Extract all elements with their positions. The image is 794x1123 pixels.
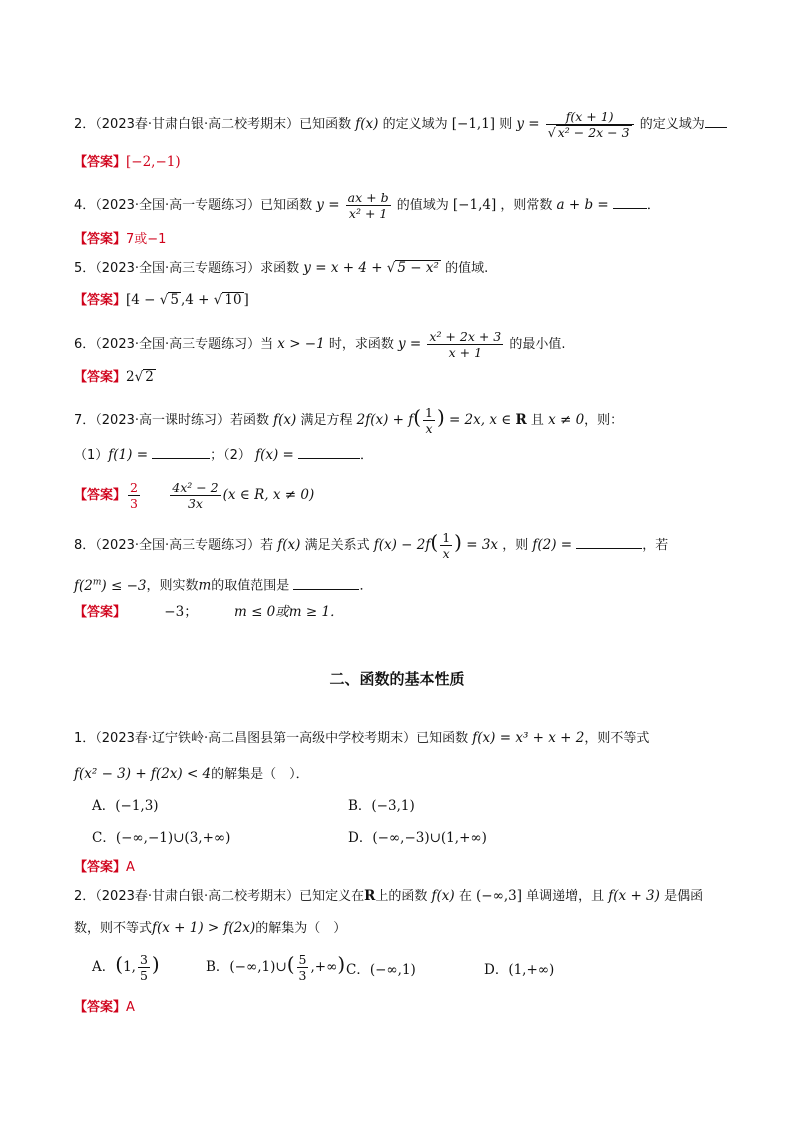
answer-2-line xyxy=(74,152,181,173)
answer-tag: 【答案】 xyxy=(74,155,127,170)
answer-tag: 【答案】 xyxy=(74,860,127,875)
problem-2-line xyxy=(74,109,727,140)
answer-blank xyxy=(298,444,360,459)
problem-source: （2023春·甘肃白银·高二校考期末） xyxy=(95,889,300,904)
problem-text: ． xyxy=(359,578,373,594)
problem-text: 当 xyxy=(260,337,274,352)
answer-value: −3； xyxy=(164,604,198,620)
math-interval: (−∞,3] xyxy=(476,888,522,904)
math-fraction: $\frac{1}{x}$ xyxy=(425,405,433,436)
option-b[interactable]: B．(−∞,1)∪( $\frac{5}{3}$ ,+∞) xyxy=(206,952,346,983)
problem-source: （2023·全国·高三专题练习） xyxy=(95,261,261,276)
math-fraction: $\frac{1}{x}$ xyxy=(442,530,451,561)
problem-text: ，则常数 xyxy=(500,198,553,213)
math-expr: f(x) = xyxy=(255,447,294,463)
option-c[interactable]: C．(−∞,−1)∪(3,+∞) xyxy=(92,830,231,846)
math-y: y = xyxy=(316,197,340,213)
math-interval: [−1,1] xyxy=(451,116,496,132)
math-fraction: $\frac{ax + b}{\text{x² + 1}}$ xyxy=(347,190,389,221)
problem-text: 的最小值. xyxy=(509,337,566,352)
problem-source: （2023春·辽宁铁岭·高二昌图县第一高级中学校考期末） xyxy=(95,731,417,746)
answer-blank xyxy=(576,534,642,549)
answer-fraction xyxy=(128,480,140,511)
math-R: R xyxy=(364,888,376,904)
s2-answer-2-line xyxy=(74,998,135,1018)
math-inequality: f(x² − 3) + f(2x) < 4 xyxy=(74,766,212,782)
answer-part: ] xyxy=(243,292,249,308)
option-label: B．(−∞,1)∪ xyxy=(206,959,287,975)
answer-tag: 【答案】 xyxy=(74,605,127,620)
option-a[interactable]: A．(−1,3) xyxy=(92,798,159,814)
math-fx3: f(x + 3) xyxy=(608,888,660,904)
answer-blank xyxy=(152,444,210,459)
option-c[interactable]: C．(−∞,1) xyxy=(346,962,416,978)
option-b[interactable]: B．(−3,1) xyxy=(348,798,415,814)
answer-part: ,4 + xyxy=(180,292,214,308)
math-fx: f(x) = x³ + x + 2 xyxy=(472,730,585,746)
problem-text: 上的函数 xyxy=(375,889,428,904)
answer-value: 7或−1 xyxy=(126,232,167,247)
answer-value: m ≤ 0或m ≥ 1． xyxy=(233,604,344,620)
problem-source: （2023·高一课时练习） xyxy=(95,413,230,428)
math-y: y = xyxy=(398,336,422,352)
problem-text: 单调递增，且 xyxy=(526,889,605,904)
s2-answer-1-line xyxy=(74,858,135,878)
option-label: A． xyxy=(92,959,116,975)
math-equation-rhs: = 2x, x ∈ R xyxy=(448,412,527,428)
problem-text: ，则 xyxy=(502,538,529,553)
problem-text: 时，求函数 xyxy=(328,337,394,352)
problem-text: 满足关系式 xyxy=(304,538,370,553)
problem-text: 且 xyxy=(530,413,544,428)
problem-text: 满足方程 xyxy=(300,413,353,428)
math-fx: f(x) xyxy=(277,537,301,553)
problem-text: ． xyxy=(646,198,660,213)
option-a[interactable]: A．(1, $\frac{3}{5}$ ) xyxy=(92,952,160,983)
answer-value: [−2,−1) xyxy=(126,154,181,170)
answer-tag: 【答案】 xyxy=(74,370,127,385)
math-condition: x ≠ 0 xyxy=(548,412,585,428)
problem-text: 若 xyxy=(260,538,274,553)
problem-text: 的定义域为 xyxy=(382,117,448,132)
problem-7-line: 7．（2023·高一课时练习）若函数 f(x) 满足方程 2f(x) + f( $\frac{1}{x}$ ) = 2x, x ∈ R 且 x ≠ 0，则： xyxy=(74,405,624,436)
answer-denominator: 3 xyxy=(130,496,138,511)
problem-5-line xyxy=(74,258,488,279)
sub-question-label: ；（2） xyxy=(210,448,251,463)
math-var: m xyxy=(198,577,212,594)
problem-8-line-2 xyxy=(74,572,372,597)
problem-text: ，若 xyxy=(642,538,669,553)
problem-text: 是偶函 xyxy=(664,889,704,904)
s2-question-2-line xyxy=(74,886,703,907)
problem-text: 的定义域为 xyxy=(639,117,705,132)
problem-text: 数，则不等式 xyxy=(74,921,153,936)
answer-blank xyxy=(293,575,359,590)
answer-5-line xyxy=(74,290,249,311)
answer-value: 2√ 2 xyxy=(126,369,154,385)
problem-number: 2． xyxy=(74,889,96,904)
problem-number: 4． xyxy=(74,198,96,213)
answer-tag: 【答案】 xyxy=(74,488,127,503)
math-equation-rhs: = 3x xyxy=(461,537,499,553)
math-condition: x > −1 xyxy=(277,336,325,352)
answer-value: [4 − √ 5 ,4 + √ 10 ] xyxy=(126,292,249,308)
math-expr: y = x + 4 + √ 5 − x² xyxy=(303,260,439,276)
problem-number: 8． xyxy=(74,538,96,553)
math-interval: [−1,4] xyxy=(452,197,497,213)
problem-text: ，则实数 xyxy=(146,578,199,594)
answer-value: A xyxy=(126,860,135,875)
math-fx: f(x) xyxy=(355,116,379,132)
answer-6-line xyxy=(74,367,156,388)
problem-text: ，则不等式 xyxy=(584,731,650,746)
problem-text: 求函数 xyxy=(260,261,300,276)
s2-question-1-line-2 xyxy=(74,764,309,785)
problem-number: 1． xyxy=(74,731,96,746)
problem-source: （2023·全国·高一专题练习） xyxy=(95,198,261,213)
answer-tag: 【答案】 xyxy=(74,1000,127,1015)
option-d[interactable]: D．(1,+∞) xyxy=(484,962,555,978)
problem-6-line xyxy=(74,329,566,360)
problem-number: 6． xyxy=(74,337,96,352)
answer-blank xyxy=(705,113,727,128)
problem-text: ，则： xyxy=(584,413,624,428)
problem-text: 的取值范围是 xyxy=(211,578,290,594)
problem-text: 的值域为 xyxy=(396,198,449,213)
answer-4-line xyxy=(74,230,166,250)
math-fraction: $\frac{f(x + 1)}{\text{√ x² − 2x − 3}}$ xyxy=(546,109,634,140)
problem-source: （2023春·甘肃白银·高二校考期末） xyxy=(95,117,300,132)
math-inequality: $f(2^m) \le -3$ xyxy=(74,577,147,594)
problem-source: （2023·全国·高三专题练习） xyxy=(95,538,261,553)
section-title: 二、函数的基本性质 xyxy=(329,670,465,688)
answer-value: A xyxy=(126,1000,135,1015)
answer-part: 5 xyxy=(170,292,179,308)
math-y: y = xyxy=(516,116,540,132)
problem-number: 7． xyxy=(74,413,96,428)
option-d[interactable]: D．(−∞,−3)∪(1,+∞) xyxy=(348,830,487,846)
problem-4-line xyxy=(74,190,660,221)
s2-question-1-line xyxy=(74,728,649,749)
problem-text: 若函数 xyxy=(230,413,270,428)
problem-text: 已知函数 xyxy=(260,198,313,213)
answer-numerator: 2 xyxy=(130,480,138,495)
math-expr: f(1) = xyxy=(108,447,149,463)
answer-condition: (x ∈ R, x ≠ 0) xyxy=(222,487,315,503)
math-equation: 2f(x) + f xyxy=(356,412,414,428)
math-ab: a + b = xyxy=(556,197,609,213)
math-fraction: $\frac{\text{x² + 2x + 3}}{x + 1}$ xyxy=(429,329,502,360)
problem-text: 已知定义在 xyxy=(299,889,365,904)
math-equation: f(x) − 2f xyxy=(373,537,431,553)
answer-fraction xyxy=(170,480,220,511)
answer-part: 2 xyxy=(126,369,135,385)
problem-text: 已知函数 xyxy=(416,731,469,746)
answer-7-line xyxy=(74,480,314,511)
answer-denominator: 3x xyxy=(187,496,203,511)
answer-tag: 【答案】 xyxy=(74,293,127,308)
answer-part: [4 − xyxy=(126,292,160,308)
problem-text: 已知函数 xyxy=(299,117,352,132)
answer-tag: 【答案】 xyxy=(74,232,127,247)
sub-question-label: （1） xyxy=(74,448,109,463)
answer-8-line xyxy=(74,602,344,623)
problem-7-subquestions xyxy=(74,444,373,466)
problem-text: 在 xyxy=(458,889,472,904)
answer-part: 10 xyxy=(224,292,242,308)
problem-text: 的解集是（ ）． xyxy=(211,767,309,782)
problem-text: 则 xyxy=(499,117,513,132)
problem-source: （2023·全国·高三专题练习） xyxy=(95,337,261,352)
math-inequality: f(x + 1) > f(2x) xyxy=(152,920,256,936)
math-fx: f(x) xyxy=(273,412,297,428)
problem-text: ． xyxy=(359,448,373,463)
math-fx: f(x) xyxy=(431,888,455,904)
problem-8-line: 8．（2023·全国·高三专题练习）若 f(x) 满足关系式 f(x) − 2f( $\frac{1}{x}$ ) = 3x ，则 f(2) = ，若 xyxy=(74,530,669,561)
math-f2: f(2) = xyxy=(532,537,573,553)
answer-part: 2 xyxy=(145,369,154,385)
problem-number: 2． xyxy=(74,117,96,132)
problem-text: 的值域. xyxy=(445,261,489,276)
problem-text: 的解集为（ ） xyxy=(255,921,347,936)
answer-blank xyxy=(613,194,647,209)
s2-question-2-line-2 xyxy=(74,918,346,939)
answer-numerator: 4x² − 2 xyxy=(172,480,219,495)
problem-number: 5． xyxy=(74,261,96,276)
